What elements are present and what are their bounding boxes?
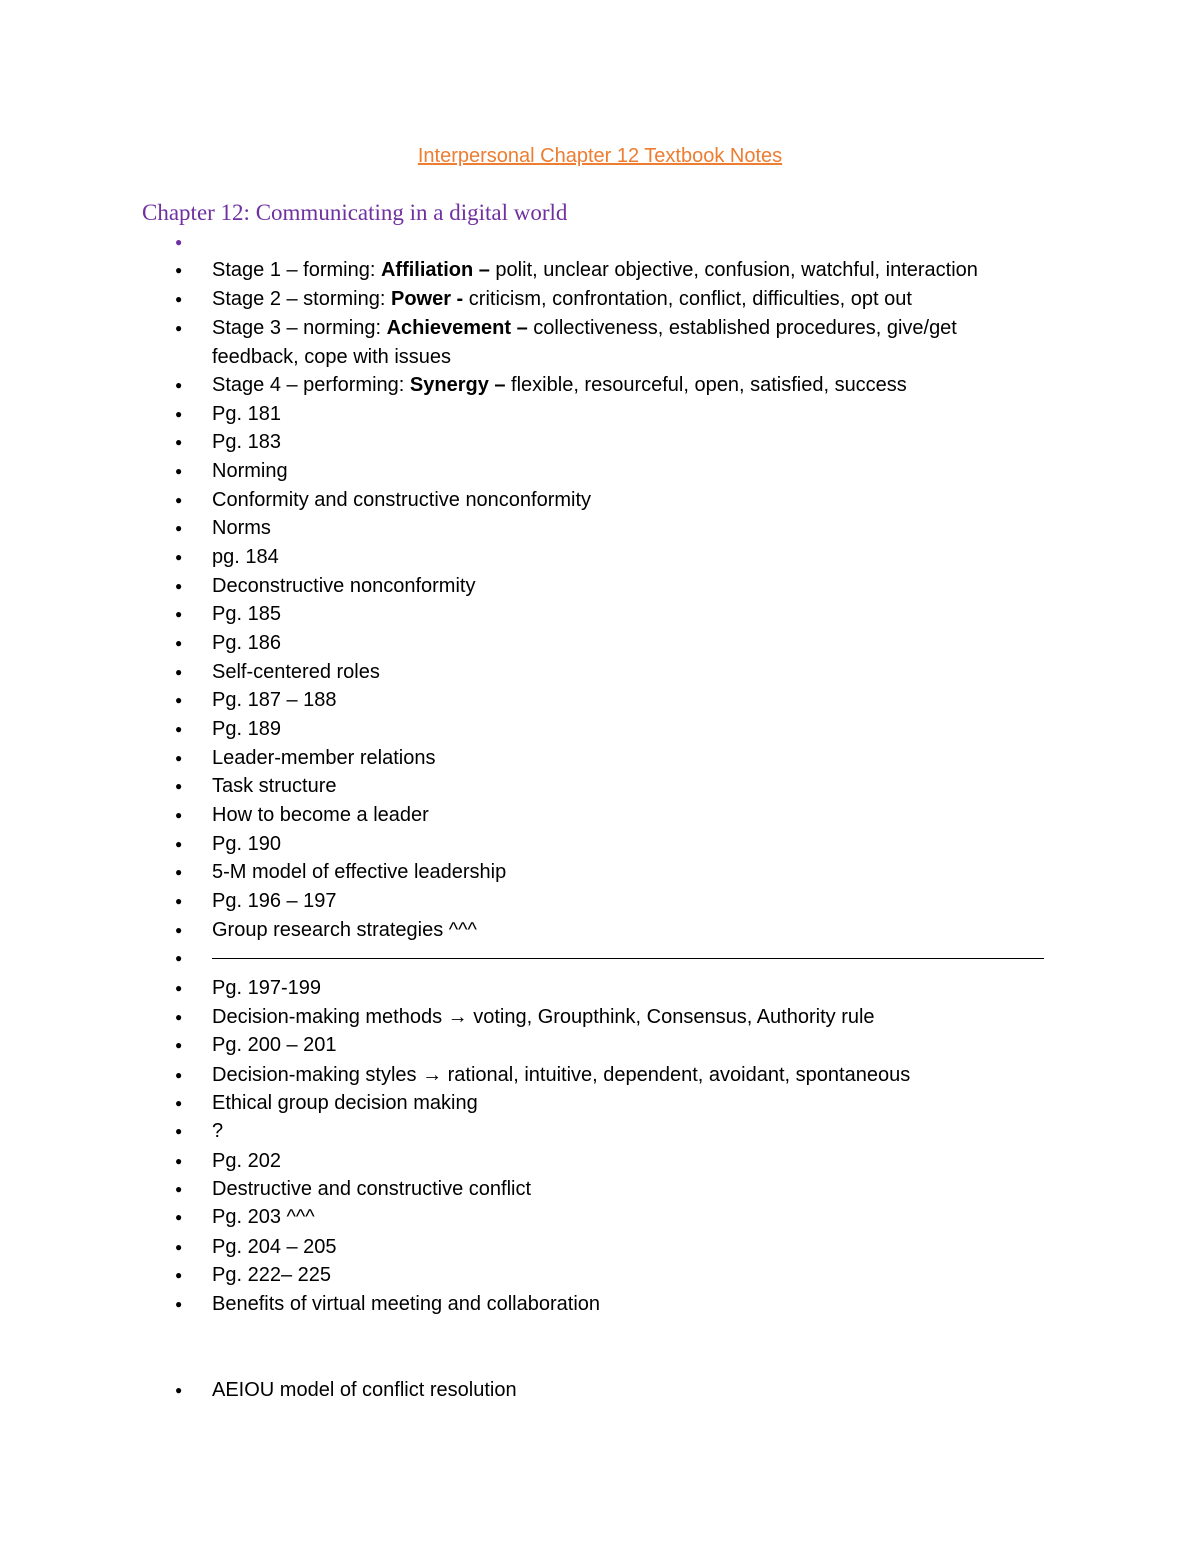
list-item	[212, 974, 1052, 1003]
stage-prefix: Stage 4 – performing:	[212, 374, 410, 396]
list-item	[212, 1117, 1052, 1146]
list-item-text: ?	[212, 1120, 224, 1142]
right-arrow-icon: →	[447, 1006, 468, 1028]
list-item-stage-1	[212, 256, 1052, 285]
stage-keyword: Achievement –	[386, 317, 528, 339]
list-item-text: Pg. 200 – 201	[212, 1034, 337, 1056]
list-item	[212, 744, 1052, 773]
list-item-text: Pg. 186	[212, 632, 281, 654]
list-item-suffix: voting, Groupthink, Consensus, Authority rule	[467, 1006, 875, 1028]
list-item	[212, 1089, 1052, 1118]
list-item	[212, 801, 1052, 830]
list-item-prefix: Decision-making styles	[212, 1064, 423, 1086]
list-item-text: Pg. 181	[212, 403, 281, 425]
list-item-text: Pg. 185	[212, 603, 281, 625]
list-item-text: Ethical group decision making	[212, 1092, 478, 1114]
list-item	[212, 772, 1052, 801]
list-item-suffix: rational, intuitive, dependent, avoidant, spontaneous	[442, 1064, 911, 1086]
list-item	[212, 400, 1052, 429]
list-item	[212, 428, 1052, 457]
list-item-stage-3	[212, 314, 1032, 371]
list-item-text: Task structure	[212, 775, 337, 797]
list-item	[212, 1233, 1052, 1262]
list-item-text: Group research strategies ^^^	[212, 919, 477, 941]
list-item	[212, 715, 1052, 744]
list-item	[212, 686, 1052, 715]
list-item	[212, 1031, 1052, 1060]
list-item	[212, 1175, 1052, 1204]
stage-prefix: Stage 2 – storming:	[212, 288, 391, 310]
list-item-rule	[212, 944, 1052, 959]
stage-keyword: Power -	[390, 288, 464, 310]
list-item-text: Norming	[212, 460, 288, 482]
stage-description: criticism, confrontation, conflict, difficulties, opt out	[463, 288, 912, 310]
right-arrow-icon: →	[422, 1064, 443, 1086]
list-item	[212, 600, 1052, 629]
list-item-text: pg. 184	[212, 546, 279, 568]
list-item-text: Pg. 189	[212, 718, 281, 740]
list-item-text: Pg. 203 ^^^	[212, 1206, 315, 1228]
list-item-text: Conformity and constructive nonconformity	[212, 489, 592, 511]
list-item	[212, 1203, 1052, 1232]
list-item	[212, 887, 1052, 916]
list-item	[212, 1290, 1052, 1319]
list-item	[212, 858, 1052, 887]
list-item-text: Pg. 202	[212, 1150, 281, 1172]
list-item-text: Self-centered roles	[212, 661, 380, 683]
list-item	[212, 916, 1052, 945]
list-item-text: Pg. 196 – 197	[212, 890, 337, 912]
page-title: Interpersonal Chapter 12 Textbook Notes	[417, 145, 783, 167]
list-item-text: Pg. 197-199	[212, 977, 321, 999]
chapter-heading: Chapter 12: Communicating in a digital world	[142, 200, 568, 225]
stage-prefix: Stage 3 – norming:	[212, 317, 387, 339]
list-item-text: 5-M model of effective leadership	[212, 861, 507, 883]
list-item	[212, 1147, 1052, 1176]
list-item	[212, 629, 1052, 658]
list-item	[212, 658, 1052, 687]
list-item	[212, 830, 1052, 859]
list-item-stage-4	[212, 371, 1052, 400]
list-item-decision-styles	[212, 1061, 1052, 1090]
list-item-text: Pg. 187 – 188	[212, 689, 337, 711]
list-item-text: Benefits of virtual meeting and collaboration	[212, 1293, 601, 1315]
list-item	[212, 457, 1052, 486]
list-item-text: Pg. 183	[212, 431, 281, 453]
list-item-text: Norms	[212, 517, 271, 539]
list-item-prefix: Decision-making methods	[212, 1006, 448, 1028]
stage-description: collectiveness, established procedures, give/get feedback, cope with issues	[212, 317, 957, 368]
list-item-text: Pg. 204 – 205	[212, 1236, 337, 1258]
list-item	[212, 486, 1052, 515]
list-item	[212, 1261, 1052, 1290]
list-item-text: How to become a leader	[212, 804, 429, 826]
list-item-text: AEIOU model of conflict resolution	[212, 1379, 517, 1401]
list-item	[212, 1376, 1052, 1405]
list-item-stage-2	[212, 285, 1052, 314]
list-item-text: Pg. 222– 225	[212, 1264, 331, 1286]
list-item-text: Deconstructive nonconformity	[212, 575, 476, 597]
list-item	[212, 572, 1052, 601]
stage-prefix: Stage 1 – forming:	[212, 259, 381, 281]
stage-description: flexible, resourceful, open, satisfied, success	[505, 374, 907, 396]
stage-keyword: Synergy –	[409, 374, 506, 396]
horizontal-rule	[212, 944, 1044, 959]
stage-keyword: Affiliation –	[380, 259, 490, 281]
list-item-text: Leader-member relations	[212, 747, 436, 769]
stage-description: polit, unclear objective, confusion, watchful, interaction	[489, 259, 978, 281]
list-item-text: Pg. 190	[212, 833, 281, 855]
list-item	[212, 514, 1052, 543]
list-item	[212, 543, 1052, 572]
list-item-decision-methods	[212, 1003, 1052, 1032]
list-item-text: Destructive and constructive conflict	[212, 1178, 532, 1200]
